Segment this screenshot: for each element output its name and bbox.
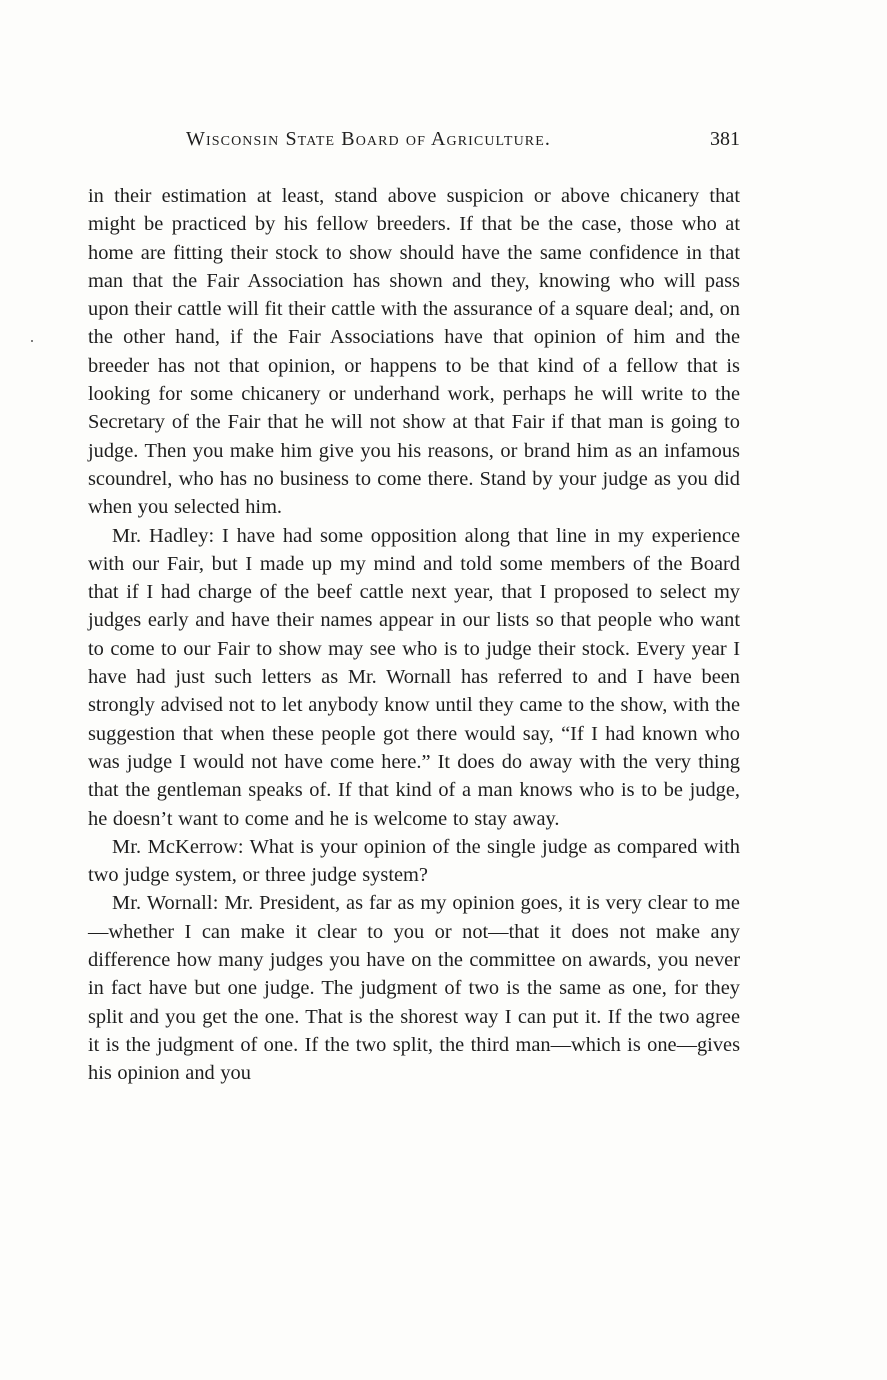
body-text [88, 182, 740, 1088]
speaker-name: Mr. McKerrow: [112, 835, 244, 858]
paragraph-text: What is your opinion of the single judge as compared with two judge system, or three judge system? [88, 835, 740, 887]
speaker-name: Mr. Hadley: [112, 524, 215, 547]
paragraph-text: I have had some opposition along that line in my experience with our Fair, but I made up my mind and told some members of the Board that if I had charge of the beef cattle next year, that I proposed to select my judges early and have their names appear in our lists so that people who want to come to our Fair to show may see who is to judge their stock. Every year I have had just such letters as Mr. Wornall has referred to and I have been strongly advised not to let anybody know until they came to the show, with the suggestion that when these people got there would say, “If I had known who was judge I would not have come here.” It does do away with the very thing that the gentleman speaks of. If that kind of a man knows who is to be judge, he doesn’t want to come and he is welcome to stay away. [88, 524, 740, 830]
margin-speck [31, 340, 33, 342]
paragraph-text: Mr. President, as far as my opinion goes, it is very clear to me—whether I can make it clear to you or not—that it does not make any difference how many judges you have on the committee on awards, you never in fact have but one judge. The judgment of two is the same as one, for they split and you get the one. That is the shorest way I can put it. If the two agree it is the judgment of one. If the two split, the third man—which is one—gives his opinion and you [88, 892, 740, 1085]
speaker-name: Mr. Wornall: [112, 892, 219, 915]
paragraph-continuation [88, 182, 740, 522]
running-head [88, 128, 740, 158]
page-number: 381 [710, 128, 740, 150]
paragraph-text: in their estimation at least, stand above suspicion or above chicanery that might be practiced by his fellow breeders. If that be the case, those who at home are fitting their stock to show should have the same confidence in that man that the Fair Association has shown and they, knowing who will pass upon their cattle will fit their cattle with the assurance of a square deal; and, on the other hand, if the Fair Associations have that opinion of him and the breeder has not that opinion, or happens to be that kind of a fellow that is looking for some chicanery or underhand work, perhaps he will write to the Secretary of the Fair that he will not show at that Fair if that man is going to judge. Then you make him give you his reasons, or brand him as an infamous scoundrel, who has no business to come there. Stand by your judge as you did when you selected him. [88, 185, 740, 519]
paragraph-hadley [88, 522, 740, 833]
paragraph-wornall [88, 889, 740, 1087]
paragraph-mckerrow [88, 833, 740, 890]
running-title: Wisconsin State Board of Agriculture. [186, 128, 551, 150]
